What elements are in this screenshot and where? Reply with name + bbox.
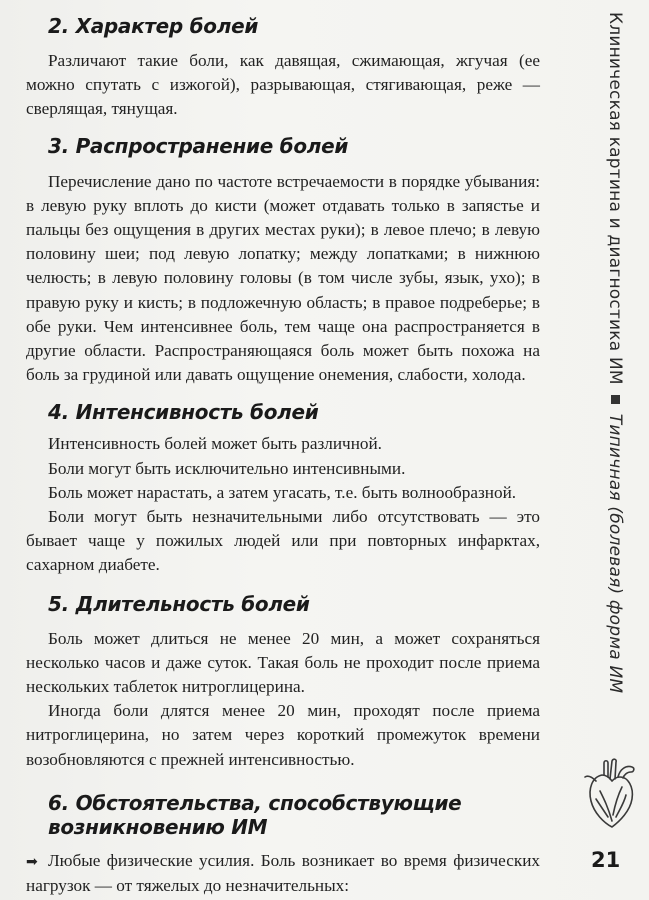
page-content (26, 6, 540, 898)
page-number: 21 (591, 848, 621, 872)
section-circumstances (26, 791, 540, 898)
paragraph: Иногда боли длятся менее 20 мин, проходят после приема нитроглицерина, но затем через короткий промежуток времени возобновляются с прежней интенсивностью. (26, 701, 540, 769)
running-header (581, 12, 641, 694)
square-separator-icon (612, 395, 621, 404)
section-heading: 3. Распространение болей (48, 133, 349, 158)
bullet-text: Любые физические усилия. Боль возникает во время физических нагрузок — от тяжелых до незначительных: (26, 850, 540, 896)
paragraph: Боли могут быть незначительными либо отсутствовать — это бывает чаще у пожилых людей или при повторных инфарктах, сахарном диабете. (26, 507, 540, 575)
section-pain-duration (26, 592, 540, 772)
subchapter-title: Типичная (болевая) форма ИМ (605, 413, 625, 694)
section-pain-intensity (26, 400, 540, 577)
paragraph: Перечисление дано по частоте встречаемости в порядке убывания: в левую руку вплоть до кисти (может отдавать только в запястье и пальцы без ощущения в других местах руки); в левое плечо; в левую половину шеи; под левую лопатку; между лопатками; в нижнюю челюсть; в левую половину головы (в том числе зубы, язык, ухо); в правую руку и кисть; в подложечную область; в правое подреберье; в обе руки. Чем интенсивнее боль, тем чаще она распространяется в другие области. Распространяющаяся боль может быть похожа на боль за грудиной или давать ощущение онемения, слабости, холода. (26, 171, 540, 385)
chapter-title: Клиническая картина и диагностика ИМ (605, 12, 625, 385)
paragraph: Боль может нарастать, а затем угасать, т.е. быть волнообразной. (48, 482, 517, 502)
paragraph: Интенсивность болей может быть различной. (48, 434, 382, 454)
paragraph: Боли могут быть исключительно интенсивными. (48, 458, 406, 478)
section-heading: 2. Характер болей (48, 14, 259, 38)
bullet-paragraph (26, 849, 540, 898)
section-heading: 5. Длительность болей (48, 591, 310, 616)
paragraph: Боль может длиться не менее 20 мин, а может сохраняться несколько часов и даже суток. Такая боль не проходит после приема нескольких таблеток нитроглицерина. (26, 628, 540, 697)
paragraph: Различают такие боли, как давящая, сжимающая, жгучая (ее можно спутать с изжогой), разрывающая, стягивающая, реже — сверлящая, тянущая. (26, 51, 540, 119)
arrow-right-icon: ➡ (26, 853, 38, 870)
section-pain-spread (26, 134, 540, 388)
heart-icon (582, 755, 640, 830)
section-pain-character (26, 14, 540, 122)
section-heading: 6. Обстоятельства, способствующие возникновению ИМ (48, 790, 462, 839)
section-heading: 4. Интенсивность болей (48, 400, 319, 425)
